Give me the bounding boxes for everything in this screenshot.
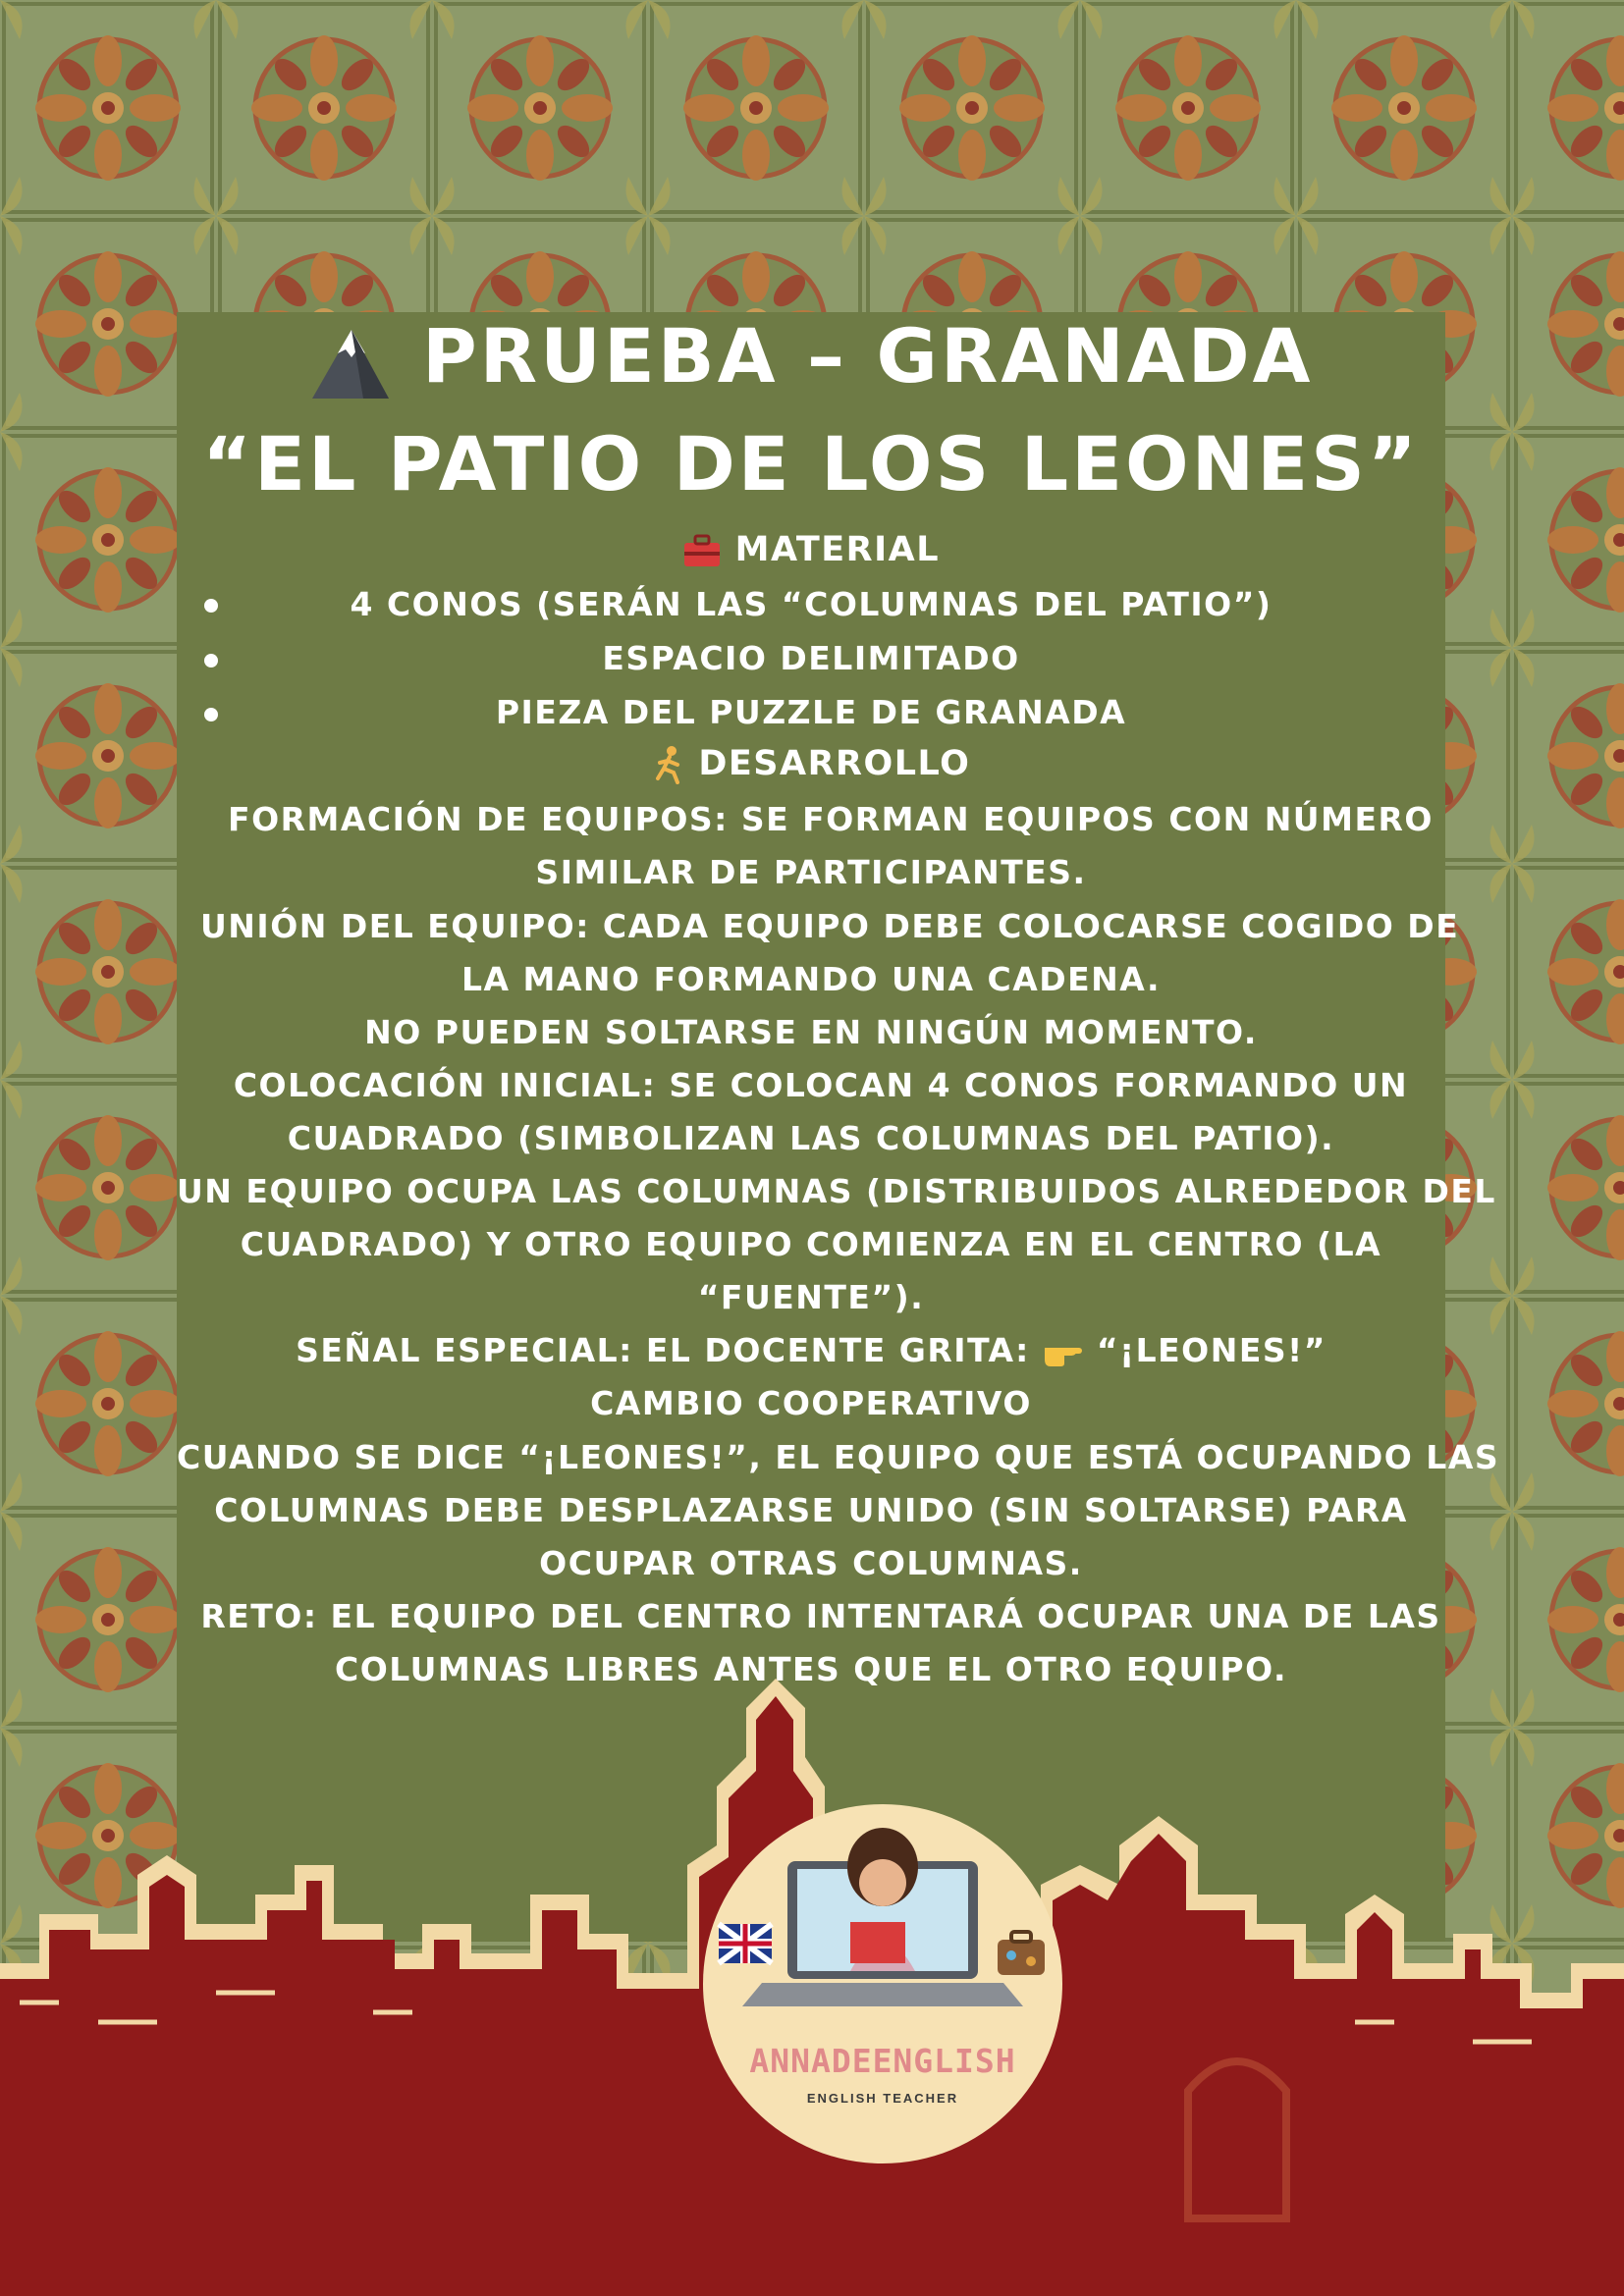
desarrollo-line: OCUPAR OTRAS COLUMNAS.	[539, 1544, 1083, 1582]
page-subtitle: “EL PATIO DE LOS LEONES”	[202, 420, 1420, 507]
logo-title: ANNADEENGLISH	[749, 2042, 1016, 2080]
desarrollo-line: CAMBIO COOPERATIVO	[590, 1384, 1032, 1422]
signal-line	[177, 1331, 1445, 1369]
desarrollo-line: COLUMNAS LIBRES ANTES QUE EL OTRO EQUIPO.	[335, 1650, 1287, 1688]
desarrollo-line: NO PUEDEN SOLTARSE EN NINGÚN MOMENTO.	[364, 1013, 1258, 1051]
page-title	[177, 312, 1445, 400]
toolbox-icon	[682, 533, 722, 568]
desarrollo-line: SIMILAR DE PARTICIPANTES.	[535, 853, 1087, 891]
signal-text: SEÑAL ESPECIAL: EL DOCENTE GRITA:	[296, 1331, 1030, 1369]
logo-subtitle: ENGLISH TEACHER	[806, 2091, 959, 2106]
material-item: 4 CONOS (SERÁN LAS “COLUMNAS DEL PATIO”)	[350, 585, 1272, 623]
desarrollo-heading	[177, 744, 1445, 784]
desarrollo-line: CUANDO SE DICE “¡LEONES!”, EL EQUIPO QUE ESTÁ OCUPANDO LAS	[177, 1438, 1500, 1476]
desarrollo-line: “FUENTE”).	[697, 1278, 925, 1316]
signal-shout: “¡LEONES!”	[1096, 1331, 1326, 1369]
desarrollo-line: UNIÓN DEL EQUIPO: CADA EQUIPO DEBE COLOCARSE COGIDO DE	[200, 907, 1460, 945]
mountain-icon	[308, 322, 393, 400]
material-heading	[177, 530, 1445, 569]
pointing-hand-icon	[1043, 1338, 1084, 1367]
teacher-logo-badge	[703, 1804, 1062, 2163]
desarrollo-line: RETO: EL EQUIPO DEL CENTRO INTENTARÁ OCUPAR UNA DE LAS	[200, 1597, 1441, 1635]
runner-icon	[652, 745, 685, 784]
desarrollo-heading-label: DESARROLLO	[698, 744, 971, 783]
title-line-1: PRUEBA – GRANADA	[421, 312, 1314, 400]
desarrollo-line: UN EQUIPO OCUPA LAS COLUMNAS (DISTRIBUIDOS ALREDEDOR DEL	[177, 1172, 1496, 1210]
desarrollo-line: CUADRADO) Y OTRO EQUIPO COMIENZA EN EL CENTRO (LA	[240, 1225, 1382, 1263]
desarrollo-line: COLUMNAS DEBE DESPLAZARSE UNIDO (SIN SOLTARSE) PARA	[214, 1491, 1408, 1529]
desarrollo-line: COLOCACIÓN INICIAL: SE COLOCAN 4 CONOS FORMANDO UN	[233, 1066, 1409, 1104]
desarrollo-line: FORMACIÓN DE EQUIPOS: SE FORMAN EQUIPOS CON NÚMERO	[228, 800, 1434, 838]
desarrollo-line: CUADRADO (SIMBOLIZAN LAS COLUMNAS DEL PATIO).	[287, 1119, 1335, 1157]
material-heading-label: MATERIAL	[734, 530, 941, 569]
teacher-laptop-illustration	[703, 1804, 1062, 2040]
desarrollo-line: LA MANO FORMANDO UNA CADENA.	[461, 960, 1161, 998]
material-item: ESPACIO DELIMITADO	[602, 639, 1020, 677]
material-item: PIEZA DEL PUZZLE DE GRANADA	[495, 693, 1127, 731]
